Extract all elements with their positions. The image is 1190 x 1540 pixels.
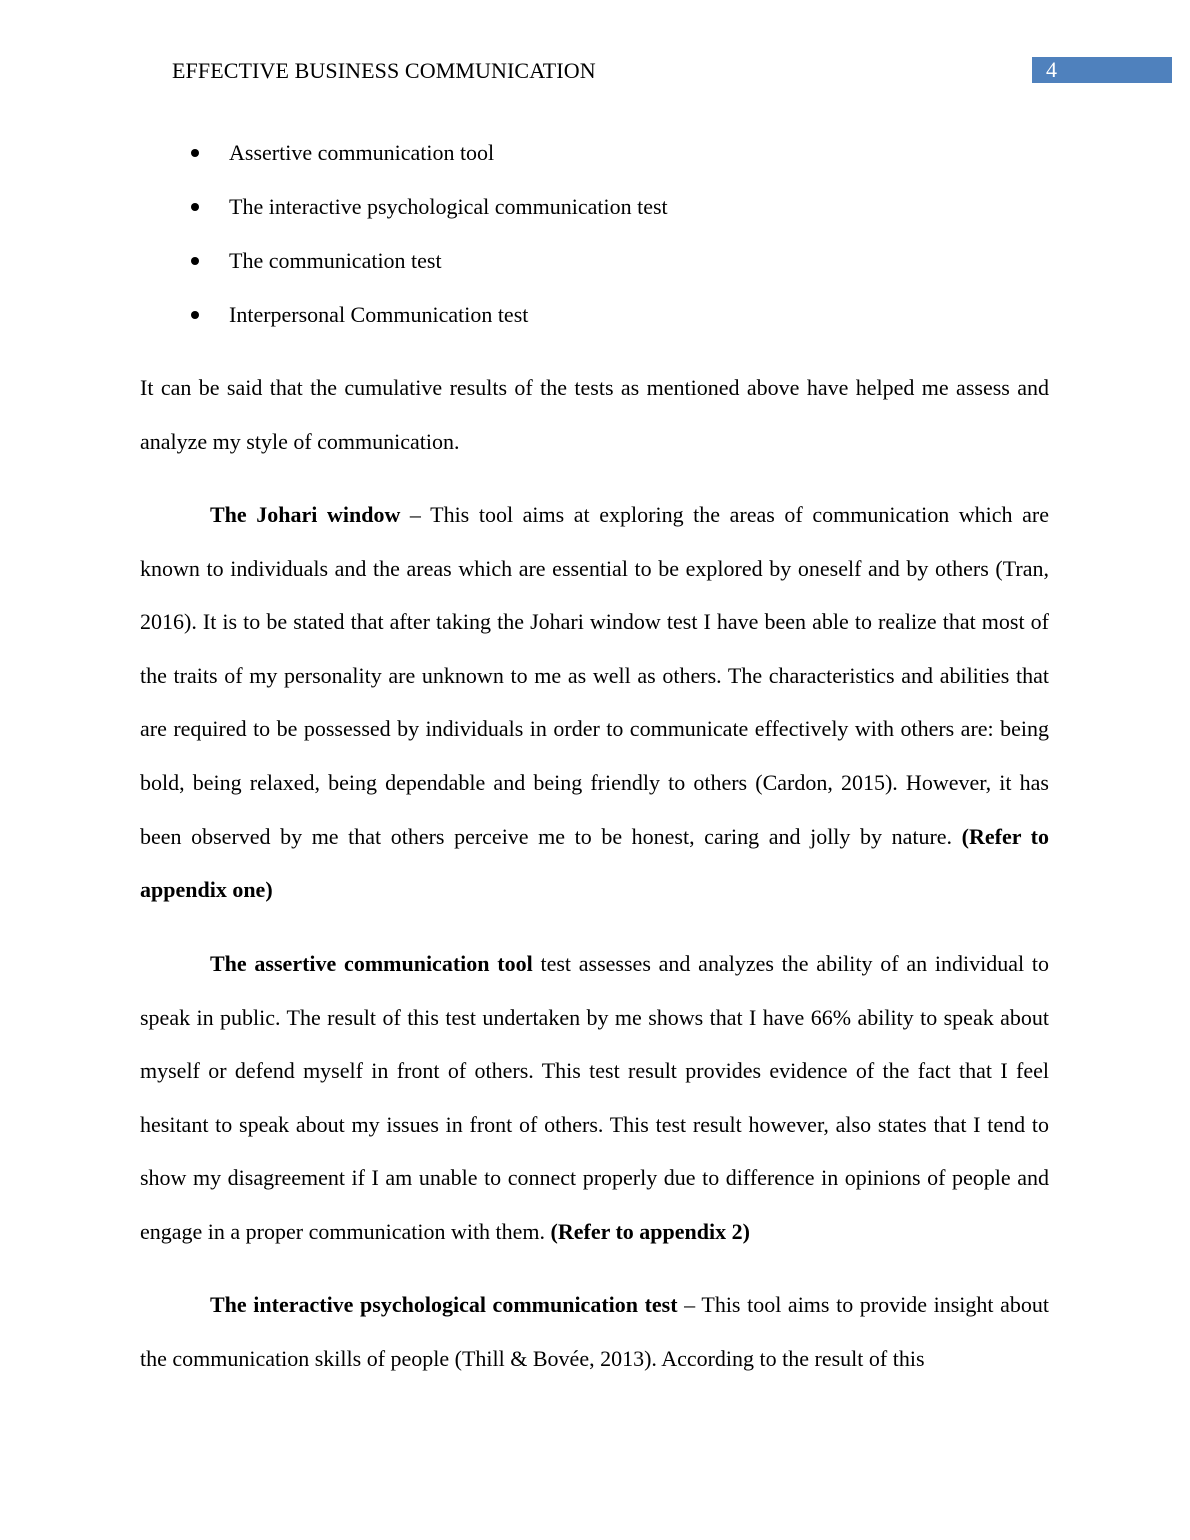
paragraph-text: – This tool aims to provide insight about the communication skills of people (Thill & Bovée, 2013). According to the result of this [140, 1292, 1049, 1371]
paragraph-text: It can be said that the cumulative results of the tests as mentioned above have helped me assess and analyze my style of communication. [140, 375, 1049, 454]
paragraph-text: – This tool aims at exploring the areas of communication which are known to individuals and the areas which are essential to be explored by oneself and by others (Tran, 2016). It is to be stated that after taking the Johari window test I have been able to realize that most of the traits of my personality are unknown to me as well as others. The characteristics and abilities that are required to be possessed by individuals in order to communicate effectively with others are: being bold, being relaxed, being dependable and being friendly to others (Cardon, 2015). However, it has been observed by me that others perceive me to be honest, caring and jolly by nature. [140, 502, 1049, 849]
appendix-reference: (Refer to appendix one) [140, 823, 1050, 903]
bullet-icon [191, 257, 199, 265]
paragraph-text: test assesses and analyzes the ability of an individual to speak in public. The result of this test undertaken by me shows that I have 66% ability to speak about myself or defend myself in front of others. This test result provides evidence of the fact that I feel hesitant to speak about my issues in front of others. This test result however, also states that I tend to show my disagreement if I am unable to connect properly due to difference in opinions of people and engage in a proper communication with them. [140, 951, 1049, 1244]
paragraph-heading: The interactive psychological communication test [210, 1292, 678, 1317]
header-title: EFFECTIVE BUSINESS COMMUNICATION [172, 58, 596, 83]
bullet-icon [191, 149, 199, 157]
paragraph-heading: The assertive communication tool [210, 951, 533, 976]
paragraph-test-summary [140, 361, 1049, 468]
page-number: 4 [1046, 57, 1057, 82]
list-item-text: The communication test [229, 248, 442, 273]
page-header [0, 0, 1190, 100]
list-item-text: The interactive psychological communication test [229, 194, 668, 219]
bullet-icon [191, 203, 199, 211]
paragraph-heading: The Johari window [210, 502, 401, 527]
paragraph-assertive-tool [140, 937, 1049, 1259]
bullet-icon [191, 311, 199, 319]
paragraph-interactive-test [140, 1278, 1049, 1385]
list-item-text: Interpersonal Communication test [229, 302, 529, 327]
list-item-text: Assertive communication tool [229, 140, 495, 165]
appendix-reference: (Refer to appendix 2) [550, 1218, 750, 1244]
page-number-box [1032, 57, 1172, 83]
paragraph-johari-window [140, 488, 1049, 917]
